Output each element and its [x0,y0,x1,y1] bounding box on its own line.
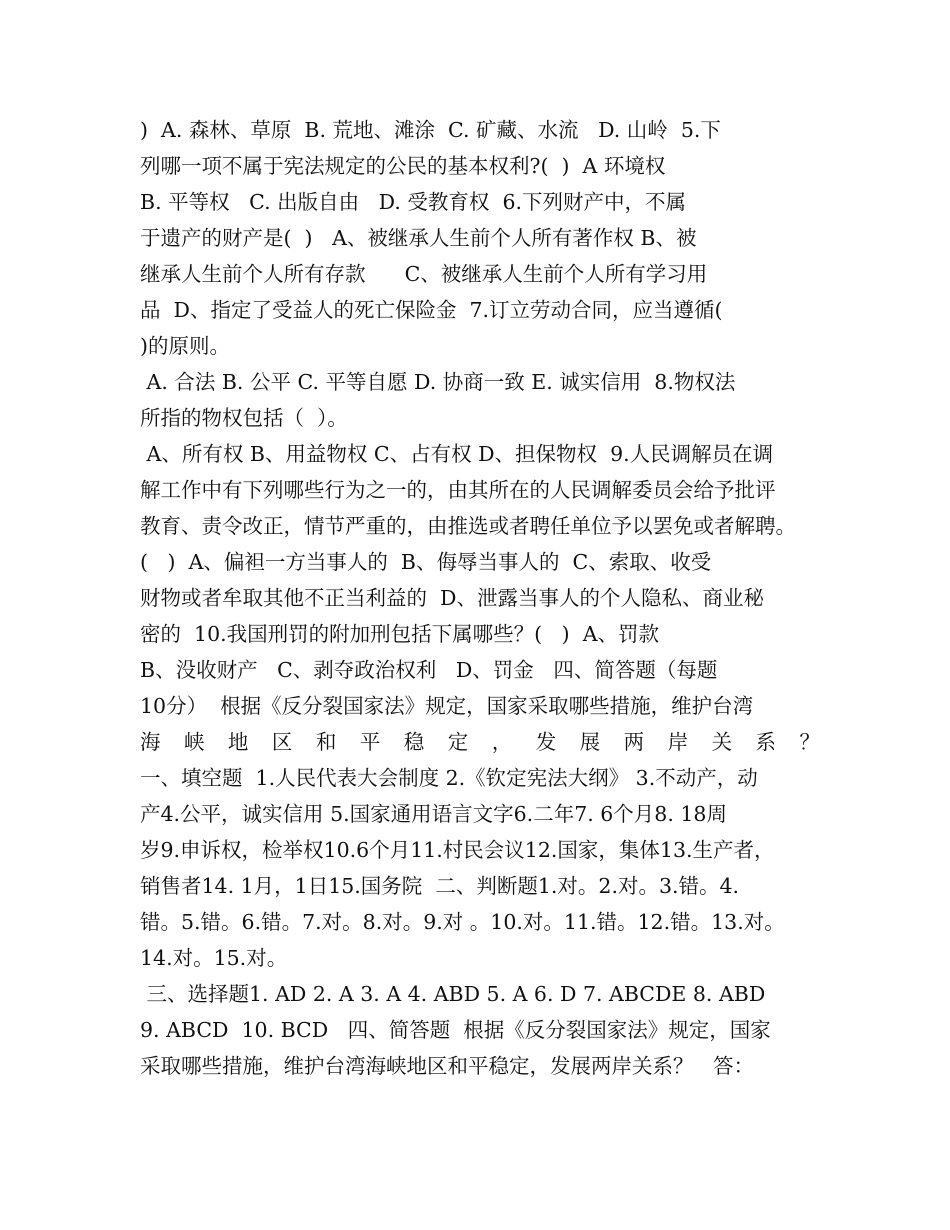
text-line: 14.对。15.对。 [140,946,288,970]
text-line: 继承人生前个人所有存款 C、被继承人生前个人所有学习用 [140,262,708,286]
text-line: 于遗产的财产是( ) A、被继承人生前个人所有著作权 B、被 [140,226,697,250]
text-line: )的原则。 [140,334,230,358]
text-line: 所指的物权包括（ ）。 [140,406,348,430]
text-line: ( ) A、偏袒一方当事人的 B、侮辱当事人的 C、索取、收受 [140,550,712,574]
text-line: 教育、责令改正，情节严重的，由推选或者聘任单位予以罢免或者解聘。 [140,514,796,538]
text-line: 岁9.申诉权，检举权10.6个月11.村民会议12.国家，集体13.生产者， [140,838,775,862]
text-line: 密的 10.我国刑罚的附加刑包括下属哪些？( ) A、罚款 [140,622,660,646]
text-line: 错。5.错。6.错。7.对。8.对。9.对 。10.对。11.错。12.错。13.对。 [140,910,785,934]
text-line: 采取哪些措施，维护台湾海峡地区和平稳定，发展两岸关系？ 答： [140,1054,755,1078]
text-line: 9. ABCD 10. BCD 四、简答题 根据《反分裂国家法》规定，国家 [140,1018,771,1042]
text-line: 海峡地区和平稳定，发展两岸关系？ [140,730,820,754]
text-line: B、没收财产 C、剥夺政治权利 D、罚金 四、简答题（每题 [140,658,718,682]
text-line: A. 合法 B. 公平 C. 平等自愿 D. 协商一致 E. 诚实信用 8.物权法 [140,370,736,394]
text-line: 销售者14. 1月，1日15.国务院 二、判断题1.对。2.对。3.错。4. [140,874,740,898]
text-line: 列哪一项不属于宪法规定的公民的基本权利?( ) A 环境权 [140,154,666,178]
text-line: 一、填空题 1.人民代表大会制度 2.《钦定宪法大纲》 3.不动产，动 [140,766,758,790]
text-line: A、所有权 B、用益物权 C、占有权 D、担保物权 9.人民调解员在调 [140,442,774,466]
text-line: 财物或者牟取其他不正当利益的 D、泄露当事人的个人隐私、商业秘 [140,586,764,610]
text-line: B. 平等权 C. 出版自由 D. 受教育权 6.下列财产中，不属 [140,190,687,214]
text-line: 三、选择题1. AD 2. A 3. A 4. ABD 5. A 6. D 7. ABCDE 8. ABD [140,982,766,1006]
text-line: 品 D、指定了受益人的死亡保险金 7.订立劳动合同，应当遵循( [140,298,723,322]
text-line: ) A. 森林、草原 B. 荒地、滩涂 C. 矿藏、水流 D. 山岭 5.下 [140,118,721,142]
text-line: 10分） 根据《反分裂国家法》规定，国家采取哪些措施，维护台湾 [140,694,754,718]
text-line: 产4.公平，诚实信用 5.国家通用语言文字6.二年7. 6个月8. 18周 [140,802,727,826]
text-line: 解工作中有下列哪些行为之一的，由其所在的人民调解委员会给予批评 [140,478,776,502]
